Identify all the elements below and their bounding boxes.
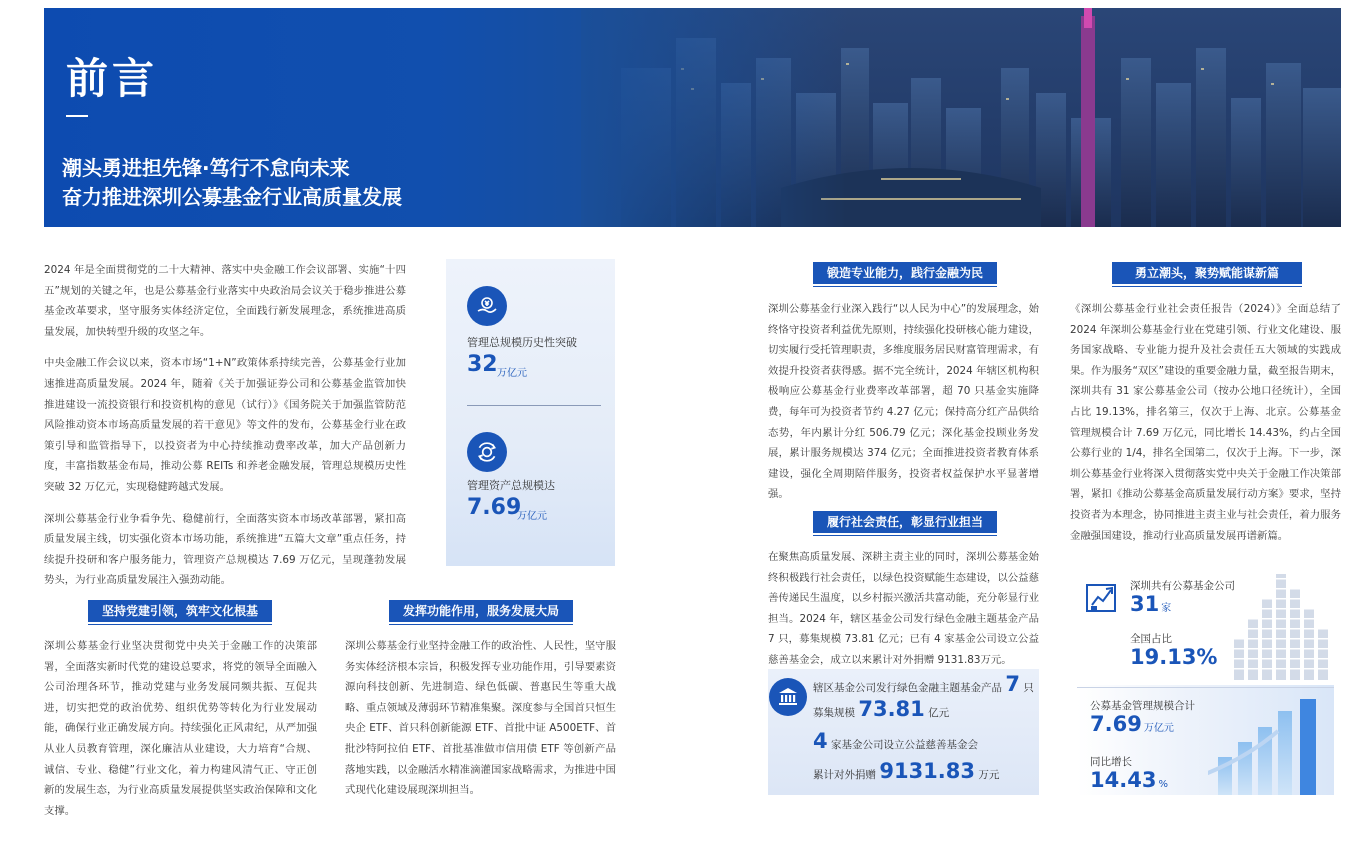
stat-unit-asset-scale: 万亿元 <box>517 511 547 522</box>
green-fund-count: 7 <box>1005 672 1020 696</box>
decorative-bars <box>1230 568 1334 680</box>
donation-amount: 9131.83 <box>879 759 975 783</box>
scale-total <box>1090 712 1174 736</box>
section-title-brave: 勇立潮头，聚势赋能谋新篇 <box>1112 262 1302 284</box>
money-hand-icon <box>467 286 507 326</box>
section-text-party: 深圳公募基金行业坚决贯彻党中央关于金融工作的决策部署，全面落实新时代党的建设总要求，将党的领导全面融入公司治理各环节，推动党建与业务发展同频共振、互促共进，切实把党的政治优势、组织优势等转化为行业发展动能，确保行业正确发展方向。持续强化正风肃纪，从严加强从业人员教育管理，深化廉洁从业建设，大力培育“合规、诚信、专业、稳健”行业文化，着力构建风清气正、守正创新的发展生态，为行业高质量发展提供坚实政治保障和文化支撑。 <box>44 640 317 817</box>
national-share-label: 全国占比 <box>1130 633 1172 645</box>
green-fund-unit: 只 <box>1023 682 1034 694</box>
section-title-professional: 锻造专业能力，践行金融为民 <box>813 262 997 284</box>
scale-total-label: 公募基金管理规模合计 <box>1090 700 1195 712</box>
green-fund-scale-unit: 亿元 <box>928 707 950 719</box>
charity-foundation-count: 4 <box>813 729 828 753</box>
section-text-responsibility: 在聚焦高质量发展、深耕主责主业的同时，深圳公募基金始终积极践行社会责任，以绿色投资赋能生态建设，以公益慈善传递民生温度，以乡村振兴激活共富动能，充分彰显行业担当。2024 年，辖区基金公司发行绿色金融主题基金产品 7 只，募集规模 73.81 亿元；已有 4 家基金公司设立公益慈善基金会，成立以来累计对外捐赠 9131.83万元。 <box>768 551 1039 666</box>
section-text-professional: 深圳公募基金行业深入践行“以人民为中心”的发展理念，始终恪守投资者利益优先原则，持续强化投研核心能力建设，切实履行受托管理职责，多维度服务居民财富管理需求，有效提升投资者获得感。据不完全统计，2024 年辖区机构积极响应公募基金行业费率改革部署，超 70 只基金实施降费，每年可为投资者节约 4.27 亿元；保持高分红产品供给态势，年内累计分红 506.79 亿元；深化基金投顾业务发展，累计服务规模达 374 亿元；全面推进投资者教育体系建设，强化全周期陪伴服务，投资者权益保护水平显著增强。 <box>768 303 1039 501</box>
city-skyline-image <box>581 8 1341 227</box>
donation-label: 累计对外捐赠 <box>813 769 876 781</box>
company-count <box>1130 592 1171 616</box>
subtitle-line-1: 潮头勇进担先锋·笃行不怠向未来 <box>62 156 350 180</box>
card-top-rule <box>1077 687 1334 688</box>
company-count-value: 31 <box>1130 592 1160 616</box>
header-banner <box>44 8 1341 227</box>
section-text-function: 深圳公募基金行业坚持金融工作的政治性、人民性，坚守服务实体经济根本宗旨，积极发挥专业功能作用，引导要素资源向科技创新、先进制造、绿色低碳、普惠民生等重大战略、重点领域及薄弱环节精准集聚。深度参与全国首只恒生央企 ETF、首只科创新能源 ETF、首批中证 A500ETF、首批沙特阿拉伯 ETF、首批基准做市信用债 ETF 等创新产品落地实践，以金融活水精准滴灌国家战略需求，为推进中国式现代化建设展现深圳担当。 <box>345 640 616 797</box>
bank-icon <box>769 678 807 716</box>
stat-unit-total-scale: 万亿元 <box>497 368 527 379</box>
intro-paragraph-1: 2024 年是全面贯彻党的二十大精神、落实中央金融工作会议部署、实施“十四五”规划的关键之年，也是公募基金行业落实中央政治局会议关于稳步推进公募基金改革要求，坚守服务实体经济定位，全面践行新发展理念，系统推进高质量发展，加快转型升级的攻坚之年。 <box>44 264 406 338</box>
section-title-party: 坚持党建引领，筑牢文化根基 <box>88 600 272 622</box>
bar-chart-decoration <box>1208 697 1334 795</box>
chart-growth-icon <box>1084 577 1122 615</box>
charity-foundation-label: 家基金公司设立公益慈善基金会 <box>830 739 978 751</box>
intro-text <box>44 260 406 602</box>
dollar-cycle-icon <box>467 432 507 472</box>
title-divider <box>66 115 88 117</box>
donation-unit: 万元 <box>978 769 1000 781</box>
donation-line <box>813 759 999 783</box>
growth-value: 14.43 <box>1090 768 1157 792</box>
growth-label: 同比增长 <box>1090 756 1132 768</box>
section-title-responsibility: 履行社会责任，彰显行业担当 <box>813 511 997 533</box>
stat-label-asset-scale: 管理资产总规模达 <box>467 479 555 492</box>
stat-value-total-scale: 32 <box>467 352 498 377</box>
scale-total-unit: 万亿元 <box>1143 723 1174 734</box>
growth-unit: % <box>1158 779 1168 790</box>
page-title: 前言 <box>66 54 159 103</box>
stats-divider <box>467 405 601 406</box>
company-count-unit: 家 <box>1161 603 1172 614</box>
intro-paragraph-2: 中央金融工作会议以来，资本市场“1+N”政策体系持续完善，公募基金行业加速推进高质量发展。2024 年，随着《关于加强证券公司和公募基金监管加快推进建设一流投资银行和投资机构的意见（试行）》《国务院关于加强监管防范风险推动资本市场高质量发展的若干意见》等文件的发布，公募基金行业在政策引导和监管指导下，以投资者为中心持续推动费率改革，加大产品创新力度，丰富指数基金布局，推动公募 REITs 和养老金融发展，管理总规模历史性突破 32 万亿元，实现稳健跨越式发展。 <box>44 357 406 493</box>
banner-subtitle <box>62 154 402 212</box>
section-text-brave: 《深圳公募基金行业社会责任报告（2024）》全面总结了 2024 年深圳公募基金行业在党建引领、行业文化建设、服务国家战略、专业能力提升及社会责任五大领域的实践成果。作为服务“双区”建设的重要金融力量，截至报告期末，深圳共有 31 家公募基金公司（按办公地口径统计），全国占比 19.13%，排名第三，仅次于上海、北京。公募基金管理规模合计 7.69 万亿元，同比增长 14.43%，约占全国公募行业的 1/4，排名全国第二，仅次于上海。下一步，深圳公募基金行业将深入贯彻落实党中央关于金融工作决策部署，紧扣《推动公募基金高质量发展行动方案》要求，坚持投资者为本理念，协同推进主责主业与社会责任，着力服务金融强国建设，推动行业高质量发展再谱新篇。 <box>1070 303 1341 542</box>
green-fund-scale: 73.81 <box>858 697 925 721</box>
company-count-label: 深圳共有公募基金公司 <box>1130 580 1235 592</box>
charity-foundation-line <box>813 729 978 753</box>
subtitle-line-2: 奋力推进深圳公募基金行业高质量发展 <box>62 185 402 209</box>
section-title-function: 发挥功能作用，服务发展大局 <box>389 600 573 622</box>
stat-label-total-scale: 管理总规模历史性突破 <box>467 336 577 349</box>
growth <box>1090 768 1168 792</box>
green-fund-label: 辖区基金公司发行绿色金融主题基金产品 <box>813 682 1002 694</box>
intro-paragraph-3: 深圳公募基金行业争看争先、稳健前行，全面落实资本市场改革部署，紧扣高质量发展主线，切实强化资本市场功能，系统推进“五篇大文章”重点任务，持续提升投研和客户服务能力，管理资产总规模达 7.69 万亿元，呈现蓬勃发展势头，为行业高质量发展注入强劲动能。 <box>44 512 406 587</box>
stat-value-asset-scale: 7.69 <box>467 495 522 520</box>
green-fund-scale-line <box>813 697 949 721</box>
national-share-value: 19.13% <box>1130 645 1218 669</box>
green-fund-scale-label: 募集规模 <box>813 707 855 719</box>
scale-total-value: 7.69 <box>1090 712 1142 736</box>
green-fund-count-line <box>813 672 1034 696</box>
